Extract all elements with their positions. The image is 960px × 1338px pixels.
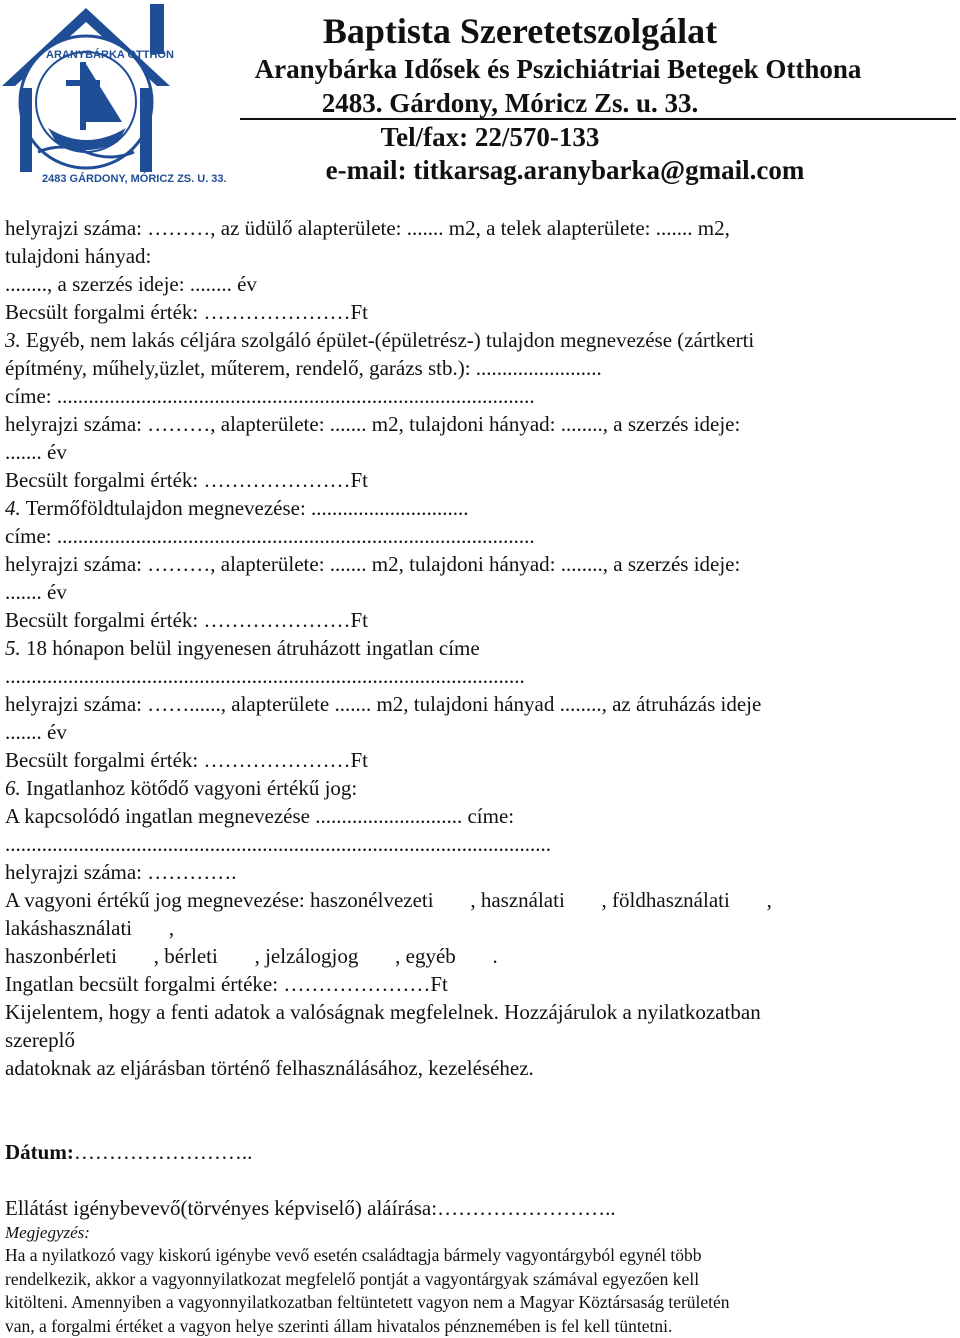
text-line: ....... év <box>5 580 67 604</box>
date-label: Dátum: <box>5 1140 74 1164</box>
section-5-heading: 5. 18 hónapon belül ingyenesen átruházott ingatlan címe <box>5 636 480 660</box>
aranybarka-logo-icon <box>2 2 227 186</box>
text-line: Becsült forgalmi érték: …………………Ft <box>5 468 368 492</box>
note-label: Megjegyzés: <box>5 1223 90 1242</box>
text-line: szereplő <box>5 1028 75 1052</box>
text-line: építmény, műhely,üzlet, műterem, rendelő, garázs stb.): ........................ <box>5 356 602 380</box>
note-text: kitölteni. Amennyiben a vagyonnyilatkozatban feltüntetett vagyon nem a Magyar Köztársaság területén <box>5 1292 730 1312</box>
note-text: Ha a nyilatkozó vagy kiskorú igénybe vevő esetén családtagja bármely vagyontárgyból egynél több <box>5 1245 702 1265</box>
text-line: ........, a szerzés ideje: ........ év <box>5 272 257 296</box>
text-line: helyrajzi száma: ………, alapterülete: ....... m2, tulajdoni hányad: ........, a szerzés ideje: <box>5 552 741 576</box>
letterhead <box>0 0 960 200</box>
svg-text:ARANYBÁRKA OTTHON: ARANYBÁRKA OTTHON <box>46 49 174 61</box>
text-line: ................................................................................................... <box>5 664 525 688</box>
text-line: tulajdoni hányad: <box>5 244 152 268</box>
signature-line: Ellátást igénybevevő(törvényes képviselő) aláírása:…………………….. <box>5 1196 616 1220</box>
svg-text:2483 GÁRDONY, MÓRICZ ZS. U. 33: 2483 GÁRDONY, MÓRICZ ZS. U. 33. <box>42 173 227 185</box>
institution-address: 2483. Gárdony, Móricz Zs. u. 33. <box>321 88 699 118</box>
header-divider <box>240 118 956 120</box>
text-line: adatoknak az eljárásban történő felhasználásához, kezeléséhez. <box>5 1056 534 1080</box>
text-line: helyrajzi száma: …………. <box>5 860 237 884</box>
note-text: van, a forgalmi értéket a vagyon helye szerinti állam hivatalos pénznemében is fel kell tüntetni. <box>5 1315 673 1336</box>
text-line: Ingatlan becsült forgalmi értéke: …………………Ft <box>5 972 448 996</box>
institution-email: e-mail: titkarsag.aranybarka@gmail.com <box>325 155 805 185</box>
text-line: A kapcsolódó ingatlan megnevezése ............................ címe: <box>5 804 515 828</box>
org-name: Baptista Szeretetszolgálat <box>322 11 718 51</box>
section-4-heading: 4. Termőföldtulajdon megnevezése: .............................. <box>5 496 469 520</box>
institution-name: Aranybárka Idősek és Pszichiátriai Betegek Otthona <box>254 54 862 84</box>
declaration-body <box>5 214 955 1338</box>
text-line: A vagyoni értékű jog megnevezése: haszonélvezeti , használati , földhasználati , <box>5 888 772 912</box>
text-line: Becsült forgalmi érték: …………………Ft <box>5 608 368 632</box>
text-line: helyrajzi száma: ………, az üdülő alapterülete: ....... m2, a telek alapterülete: ....... m2, <box>5 216 730 240</box>
text-line: Kijelentem, hogy a fenti adatok a valóságnak megfelelnek. Hozzájárulok a nyilatkozatban <box>5 1000 761 1024</box>
text-line: Becsült forgalmi érték: …………………Ft <box>5 748 368 772</box>
date-line <box>5 1138 955 1166</box>
text-line: ........................................................................................................ <box>5 832 551 856</box>
text-line: ....... év <box>5 720 67 744</box>
text-line: Becsült forgalmi érték: …………………Ft <box>5 300 368 324</box>
text-line: haszonbérleti , bérleti , jelzálogjog , egyéb . <box>5 944 498 968</box>
text-line: ....... év <box>5 440 67 464</box>
text-line: címe: ........................................................................................... <box>5 524 535 548</box>
date-field: …………………….. <box>73 1140 253 1164</box>
text-line: helyrajzi száma: ………, alapterülete: ....... m2, tulajdoni hányad: ........, a szerzés ideje: <box>5 412 741 436</box>
text-line: címe: ........................................................................................... <box>5 384 535 408</box>
section-6-heading: 6. Ingatlanhoz kötődő vagyoni értékű jog: <box>5 776 358 800</box>
text-line: lakáshasználati , <box>5 916 175 940</box>
text-line: helyrajzi száma: ……......, alapterülete ....... m2, tulajdoni hányad ........, az átruházás ideje <box>5 692 762 716</box>
institution-phone: Tel/fax: 22/570-133 <box>380 122 600 152</box>
note-text: rendelkezik, akkor a vagyonnyilatkozat megfelelő pontját a vagyontárgyak számával egyezően kell <box>5 1268 700 1289</box>
section-3-heading: 3. Egyéb, nem lakás céljára szolgáló épület-(épületrész-) tulajdon megnevezése (zártkerti <box>5 328 755 352</box>
